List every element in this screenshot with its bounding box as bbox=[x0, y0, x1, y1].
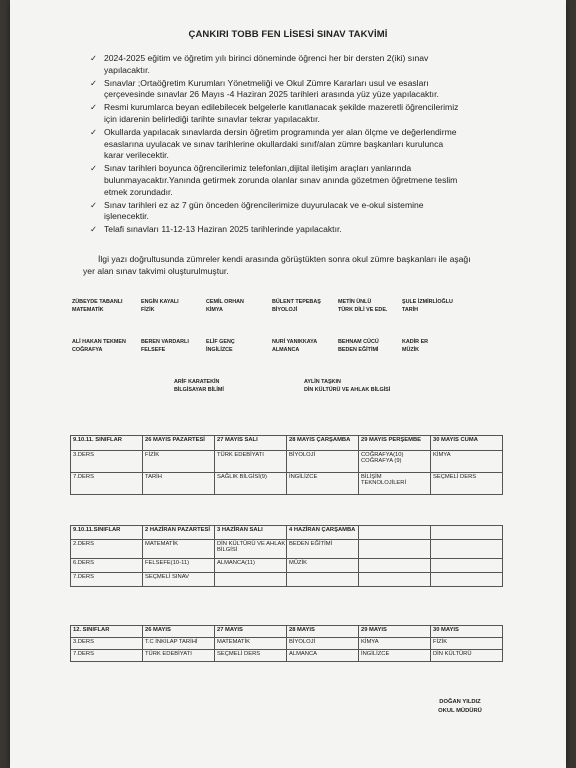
table-cell bbox=[143, 559, 215, 573]
rule-item bbox=[82, 200, 512, 223]
checkmark-icon: ✓ bbox=[90, 224, 98, 235]
teacher-subject: MÜZİK bbox=[402, 347, 420, 353]
teacher-name: ŞULE İZMİRLİOĞLU bbox=[402, 299, 453, 305]
teacher-subject: BİYOLOJİ bbox=[272, 307, 298, 313]
table-cell bbox=[287, 526, 359, 540]
principal-role: OKUL MÜDÜRÜ bbox=[438, 708, 482, 714]
cell-text: TEKNOLOJİLERİ bbox=[361, 480, 407, 486]
table-cell bbox=[71, 540, 143, 559]
table-row bbox=[71, 451, 503, 473]
rule-item bbox=[82, 53, 512, 76]
table-cell bbox=[71, 650, 143, 662]
closing-paragraph bbox=[83, 254, 523, 277]
teacher-entry bbox=[72, 338, 126, 354]
cell-text: 3 HAZİRAN SALI bbox=[217, 527, 263, 533]
teacher-name: BEREN VARDARLI bbox=[141, 339, 189, 345]
closing-line-1: İlgi yazı doğrultusunda zümreler kendi arasında görüştükten sonra okul zümre başkanları ile aşağı bbox=[98, 254, 471, 264]
table-cell bbox=[215, 473, 287, 495]
cell-text: DİN KÜLTÜRÜ VE AHLAK bbox=[217, 541, 286, 547]
cell-text: DİN KÜLTÜRÜ bbox=[433, 651, 472, 657]
teacher-entry bbox=[402, 338, 428, 354]
rule-text-line: işlenecektir. bbox=[104, 211, 149, 222]
teacher-name: ARİF KARATEKİN bbox=[174, 379, 220, 385]
cell-text: 2 HAZİRAN PAZARTESİ bbox=[145, 527, 210, 533]
table-header-row bbox=[71, 436, 503, 451]
cell-text: ALMANCA bbox=[289, 651, 318, 657]
teacher-subject: BEDEN EĞİTİMİ bbox=[338, 347, 379, 353]
cell-text: 7.DERS bbox=[73, 474, 94, 480]
teacher-entry bbox=[141, 298, 179, 314]
teacher-name: KADİR ER bbox=[402, 339, 429, 345]
cell-text: İNGİLİZCE bbox=[289, 474, 318, 480]
teacher-subject: İNGİLİZCE bbox=[206, 347, 233, 353]
checkmark-icon: ✓ bbox=[90, 199, 98, 210]
table-cell bbox=[359, 626, 431, 638]
schedule-table-9-10-11-week1 bbox=[70, 435, 503, 495]
rule-text-line: esaslarına uyulacak ve sınav tarihlerine okullardaki sınıf/alan zümre başkanları kurulunca bbox=[104, 138, 444, 149]
table-header-row bbox=[71, 526, 503, 540]
table-cell bbox=[287, 559, 359, 573]
cell-text: TARİH bbox=[145, 474, 162, 480]
checkmark-icon: ✓ bbox=[90, 102, 98, 113]
checkmark-icon: ✓ bbox=[90, 163, 98, 174]
cell-text: 6.DERS bbox=[73, 560, 94, 566]
table-row bbox=[71, 540, 503, 559]
cell-text: MATEMATİK bbox=[217, 639, 250, 645]
table-cell bbox=[431, 451, 503, 473]
schedule-table-9-10-11-week2 bbox=[70, 525, 503, 587]
table-cell bbox=[359, 540, 431, 559]
table-cell bbox=[287, 638, 359, 650]
teacher-name: ENGİN KAYALI bbox=[141, 299, 179, 305]
cell-text: SEÇMELİ SINAV bbox=[145, 574, 190, 580]
cell-text: 30 MAYIS bbox=[433, 627, 459, 633]
cell-text: 9.10.11. SINIFLAR bbox=[73, 437, 122, 443]
table-cell bbox=[143, 626, 215, 638]
table-cell bbox=[359, 436, 431, 451]
table-cell bbox=[287, 473, 359, 495]
cell-text: İNGİLİZCE bbox=[361, 651, 390, 657]
table-cell bbox=[71, 559, 143, 573]
teacher-entry bbox=[338, 338, 379, 354]
cell-text: 9.10.11.SINIFLAR bbox=[73, 527, 121, 533]
table-cell bbox=[215, 451, 287, 473]
cell-text: 29 MAYIS bbox=[361, 627, 387, 633]
teacher-entry bbox=[206, 338, 235, 354]
rule-text-line: karar verilecektir. bbox=[104, 150, 169, 161]
teacher-entry bbox=[402, 298, 453, 314]
document-page bbox=[10, 0, 566, 768]
table-cell bbox=[287, 540, 359, 559]
table-cell bbox=[287, 573, 359, 587]
teacher-name: BÜLENT TEPEBAŞ bbox=[272, 299, 321, 305]
table-row bbox=[71, 573, 503, 587]
rule-text-line: Resmi kurumlarca beyan edilebilecek belgelerle kanıtlanacak şekilde mazeretli öğrencilerimiz bbox=[104, 102, 459, 113]
table-row bbox=[71, 559, 503, 573]
cell-text: 26 MAYIS bbox=[145, 627, 171, 633]
table-row bbox=[71, 473, 503, 495]
rule-item bbox=[82, 127, 512, 162]
cell-text: 28 MAYIS bbox=[289, 627, 315, 633]
teacher-subject: KİMYA bbox=[206, 307, 223, 313]
cell-text: FELSEFE(10-11) bbox=[145, 560, 190, 566]
table-cell bbox=[287, 451, 359, 473]
rule-text-line: bulunmayacaktır.Yanında getirmek zorunda olanlar sınav anında gözetmen öğretmene teslim bbox=[104, 174, 458, 185]
table-cell bbox=[287, 650, 359, 662]
cell-text: 7.DERS bbox=[73, 651, 94, 657]
cell-text: T.C İNKILAP TARİHİ bbox=[145, 639, 198, 645]
teacher-name: ALİ HAKAN TEKMEN bbox=[72, 339, 126, 345]
cell-text: TÜRK EDEBİYATI bbox=[217, 452, 264, 458]
rule-text-line: Okullarda yapılacak sınavlarda dersin öğretim programında yer alan ölçme ve değerlendirme bbox=[104, 127, 457, 138]
table-cell bbox=[143, 650, 215, 662]
teacher-entry bbox=[338, 298, 387, 314]
table-cell bbox=[71, 451, 143, 473]
teacher-subject: ALMANCA bbox=[272, 347, 300, 353]
table-cell bbox=[215, 638, 287, 650]
checkmark-icon: ✓ bbox=[90, 127, 98, 138]
principal-name: DOĞAN YILDIZ bbox=[439, 699, 481, 705]
cell-text: BİYOLOJİ bbox=[289, 452, 316, 458]
rule-item bbox=[82, 102, 512, 125]
cell-text: 12. SINIFLAR bbox=[73, 627, 110, 633]
cell-text: 28 MAYIS ÇARŞAMBA bbox=[289, 437, 351, 443]
cell-text: KİMYA bbox=[433, 452, 451, 458]
cell-text: BEDEN EĞİTİMİ bbox=[289, 541, 333, 547]
table-cell bbox=[143, 436, 215, 451]
teacher-subject: FELSEFE bbox=[141, 347, 166, 353]
document-title: ÇANKIRI TOBB FEN LİSESİ SINAV TAKVİMİ bbox=[188, 29, 388, 40]
table-cell bbox=[431, 559, 503, 573]
rules-list bbox=[82, 53, 512, 237]
teacher-entry bbox=[272, 298, 321, 314]
teacher-name: AYLİN TAŞKIN bbox=[304, 379, 341, 385]
checkmark-icon: ✓ bbox=[90, 77, 98, 88]
cell-text: FİZİK bbox=[433, 639, 448, 645]
table-cell bbox=[71, 436, 143, 451]
cell-text: MÜZİK bbox=[289, 560, 308, 566]
teacher-subject: DİN KÜLTÜRÜ VE AHLAK BİLGİSİ bbox=[304, 387, 391, 393]
table-cell bbox=[431, 540, 503, 559]
cell-text: 29 MAYIS PERŞEMBE bbox=[361, 437, 422, 443]
table-cell bbox=[143, 638, 215, 650]
rule-text-line: Sınav tarihleri ez az 7 gün önceden öğrencilerimize duyurulacak ve e-okul sistemine bbox=[104, 199, 424, 210]
teacher-name: BEHNAM CÜCÜ bbox=[338, 339, 379, 345]
cell-text: BİLİŞİM bbox=[361, 474, 382, 480]
checkmark-icon: ✓ bbox=[90, 53, 98, 63]
cell-text: 7.DERS bbox=[73, 574, 94, 580]
table-cell bbox=[359, 638, 431, 650]
cell-text: COĞRAFYA(10) bbox=[361, 452, 404, 458]
teacher-entry bbox=[206, 298, 244, 314]
table-cell bbox=[431, 473, 503, 495]
table-cell bbox=[143, 451, 215, 473]
table-cell bbox=[359, 451, 431, 473]
teacher-entry bbox=[72, 298, 123, 314]
closing-line-2: yer alan sınav takvimi oluşturulmuştur. bbox=[83, 265, 229, 276]
rule-text-line: Sınavlar ;Ortaöğretim Kurumları Yönetmeliği ve Okul Zümre Kararları usul ve esasları bbox=[104, 77, 429, 88]
cell-text: ALMANCA(11) bbox=[217, 560, 255, 566]
table-cell bbox=[71, 526, 143, 540]
teacher-entry bbox=[141, 338, 189, 354]
cell-text: MATEMATİK bbox=[145, 541, 178, 547]
table-cell bbox=[359, 526, 431, 540]
cell-text: SEÇMELİ DERS bbox=[217, 651, 261, 657]
table-cell bbox=[215, 526, 287, 540]
table-cell bbox=[431, 526, 503, 540]
table-cell bbox=[359, 473, 431, 495]
rule-item bbox=[82, 224, 512, 236]
rule-text-line: 2024-2025 eğitim ve öğretim yılı birinci döneminde öğrenci her bir dersten 2(iki) sınav bbox=[104, 53, 429, 63]
cell-text: FİZİK bbox=[145, 452, 160, 458]
principal-signature bbox=[420, 698, 500, 716]
cell-text: TÜRK EDEBİYATI bbox=[145, 651, 192, 657]
teacher-name: ELİF GENÇ bbox=[206, 339, 235, 345]
table-cell bbox=[143, 526, 215, 540]
teacher-name: METİN ÜNLÜ bbox=[338, 299, 372, 305]
teacher-subject: MATEMATİK bbox=[72, 307, 104, 313]
table-cell bbox=[287, 436, 359, 451]
table-cell bbox=[431, 638, 503, 650]
rule-text-line: için idarenin belirlediği tarihte sınavlar tekrar yapılacaktır. bbox=[104, 113, 320, 124]
teacher-name: CEMİL ORHAN bbox=[206, 299, 244, 305]
table-cell bbox=[287, 626, 359, 638]
table-cell bbox=[359, 573, 431, 587]
rule-text-line: yapılacaktır. bbox=[104, 64, 150, 75]
cell-text: 27 MAYIS bbox=[217, 627, 243, 633]
table-cell bbox=[215, 650, 287, 662]
cell-text: SAĞLIK BİLGİSİ(9) bbox=[217, 474, 267, 480]
table-cell bbox=[71, 626, 143, 638]
rule-item bbox=[82, 163, 512, 198]
schedule-table-12 bbox=[70, 625, 503, 662]
table-cell bbox=[71, 638, 143, 650]
table-cell bbox=[215, 559, 287, 573]
table-cell bbox=[143, 473, 215, 495]
cell-text: KİMYA bbox=[361, 639, 379, 645]
table-cell bbox=[359, 650, 431, 662]
rule-text-line: etmek zorundadır. bbox=[104, 186, 173, 197]
table-cell bbox=[71, 573, 143, 587]
teacher-subject: COĞRAFYA bbox=[72, 347, 103, 353]
rule-text-line: Telafi sınavları 11-12-13 Haziran 2025 tarihlerinde yapılacaktır. bbox=[104, 224, 342, 235]
cell-text: 3.DERS bbox=[73, 452, 94, 458]
table-row bbox=[71, 638, 503, 650]
teacher-name: ZÜBEYDE TABANLI bbox=[72, 299, 123, 305]
table-cell bbox=[359, 559, 431, 573]
cell-text: 2.DERS bbox=[73, 541, 94, 547]
teacher-entry bbox=[174, 378, 224, 394]
table-header-row bbox=[71, 626, 503, 638]
teacher-subject: FİZİK bbox=[141, 307, 155, 313]
cell-text: BİYOLOJİ bbox=[289, 639, 316, 645]
table-row bbox=[71, 650, 503, 662]
teacher-name: NURİ YANIKKAYA bbox=[272, 339, 318, 345]
teacher-subject: BİLGİSAYAR BİLİMİ bbox=[174, 387, 224, 393]
cell-text: 4 HAZİRAN ÇARŞAMBA bbox=[289, 527, 356, 533]
teacher-entry bbox=[272, 338, 317, 354]
table-cell bbox=[215, 626, 287, 638]
cell-text: 3.DERS bbox=[73, 639, 94, 645]
cell-text: COĞRAFYA (9) bbox=[361, 458, 402, 464]
table-cell bbox=[431, 626, 503, 638]
teacher-subject: TARİH bbox=[402, 307, 419, 313]
table-cell bbox=[71, 473, 143, 495]
table-cell bbox=[431, 650, 503, 662]
teacher-subject: TÜRK DİLİ VE EDE. bbox=[338, 307, 388, 313]
rule-text-line: Sınav tarihleri boyunca öğrencilerimiz telefonları,dijital iletişim araçları yanlarında bbox=[104, 163, 412, 174]
rule-item bbox=[82, 78, 512, 101]
cell-text: 27 MAYIS SALI bbox=[217, 437, 258, 443]
table-cell bbox=[215, 573, 287, 587]
cell-text: SEÇMELİ DERS bbox=[433, 474, 477, 480]
table-cell bbox=[215, 436, 287, 451]
table-cell bbox=[143, 540, 215, 559]
rule-text-line: çerçevesinde sınavlar 26 Mayıs -4 Haziran 2025 tarihleri arasında yüz yüze yapılacaktır. bbox=[104, 89, 439, 100]
table-cell bbox=[431, 573, 503, 587]
table-cell bbox=[431, 436, 503, 451]
table-cell bbox=[215, 540, 287, 559]
teacher-entry bbox=[304, 378, 390, 394]
cell-text: BİLGİSİ bbox=[217, 547, 238, 553]
cell-text: 26 MAYIS PAZARTESİ bbox=[145, 437, 205, 443]
cell-text: 30 MAYIS CUMA bbox=[433, 437, 478, 443]
table-cell bbox=[143, 573, 215, 587]
